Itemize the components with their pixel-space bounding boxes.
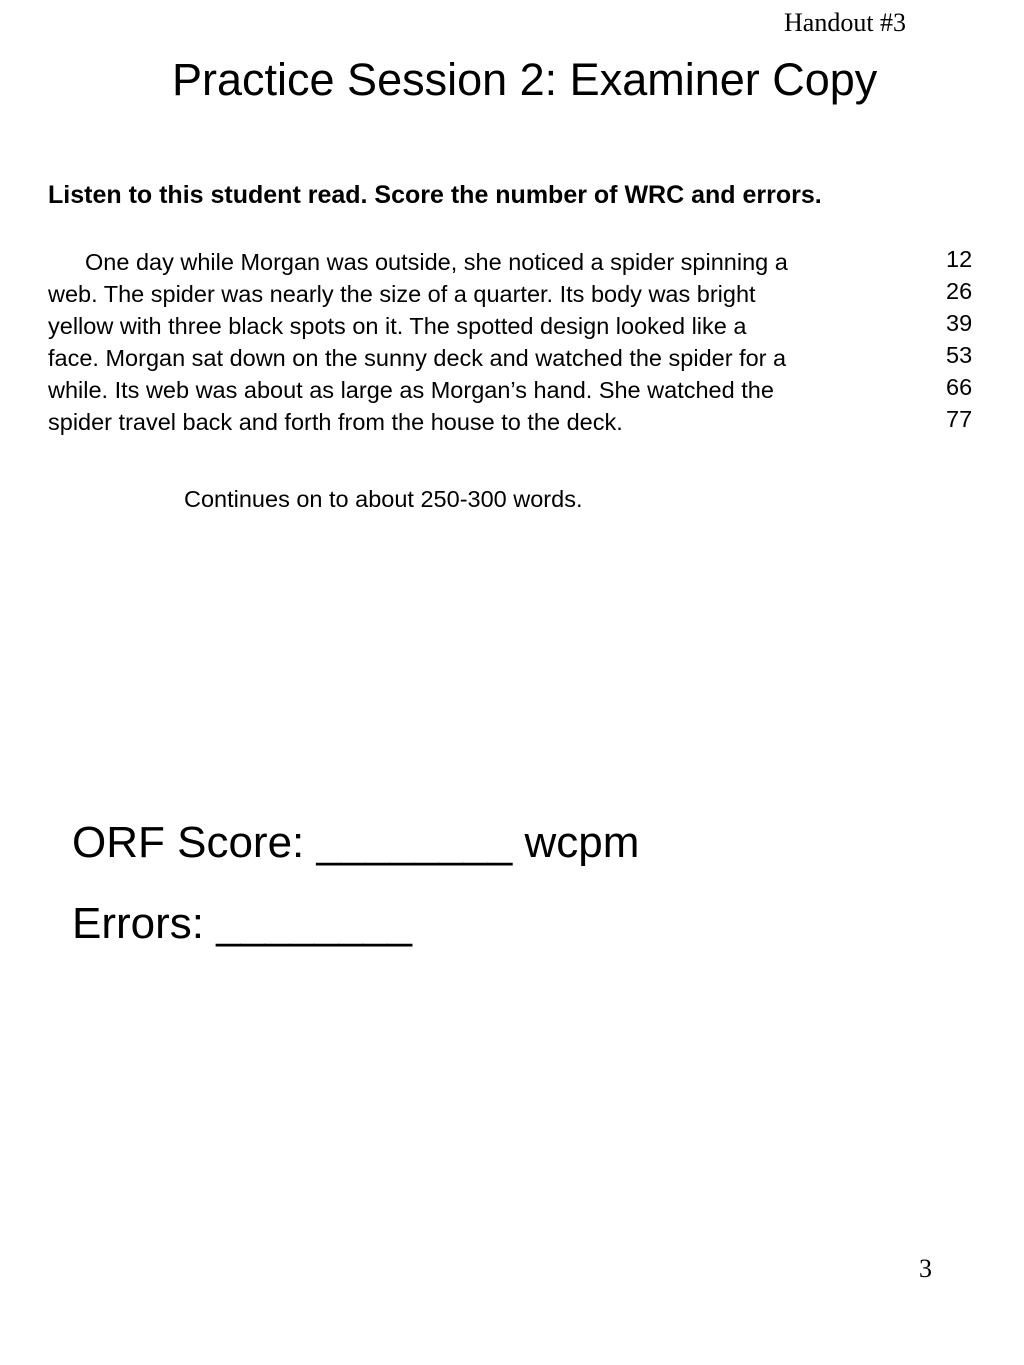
page-number: 3 xyxy=(919,1254,932,1283)
instructions: Listen to this student read. Score the number of WRC and errors. xyxy=(48,181,822,209)
passage-line: One day while Morgan was outside, she noticed a spider spinning a xyxy=(85,249,788,275)
word-count: 77 xyxy=(946,406,973,432)
continues-note: Continues on to about 250-300 words. xyxy=(184,486,583,512)
page-title: Practice Session 2: Examiner Copy xyxy=(172,54,878,105)
word-count: 53 xyxy=(946,342,973,368)
word-count: 26 xyxy=(946,278,973,304)
word-count: 66 xyxy=(946,374,973,400)
passage-line: web. The spider was nearly the size of a quarter. Its body was bright xyxy=(48,281,756,307)
orf-score-line: ORF Score: ________ wcpm xyxy=(72,818,640,867)
handout-label: Handout #3 xyxy=(784,8,907,37)
passage-line: yellow with three black spots on it. The spotted design looked like a xyxy=(48,313,747,339)
reading-passage xyxy=(48,246,928,438)
word-count: 12 xyxy=(946,246,973,272)
word-count-column xyxy=(946,243,972,435)
errors-line: Errors: ________ xyxy=(72,899,412,948)
word-count: 39 xyxy=(946,310,973,336)
passage-line: spider travel back and forth from the house to the deck. xyxy=(48,409,623,435)
passage-line: while. Its web was about as large as Morgan’s hand. She watched the xyxy=(48,377,774,403)
passage-line: face. Morgan sat down on the sunny deck and watched the spider for a xyxy=(48,345,787,371)
